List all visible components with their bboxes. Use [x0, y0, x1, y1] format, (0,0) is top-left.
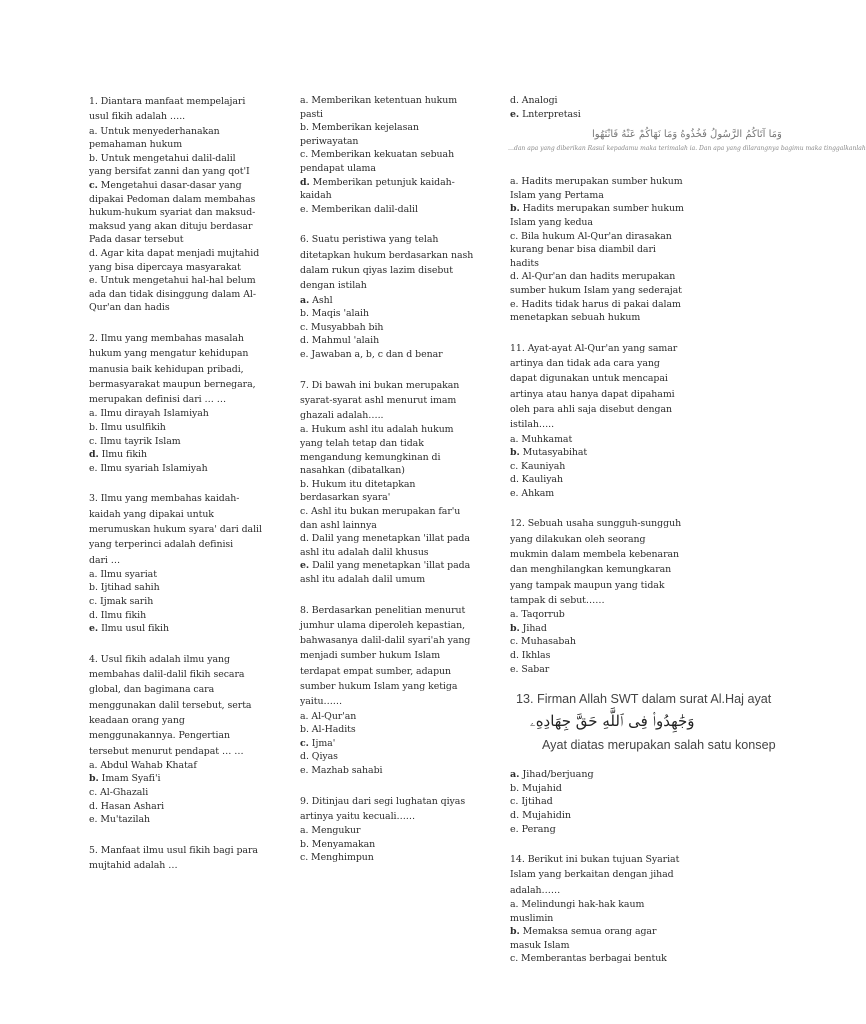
option-text: e. Memberikan dalil-dalil — [300, 203, 418, 215]
option-line — [89, 609, 265, 623]
question-block — [89, 491, 265, 635]
option-line — [510, 939, 686, 953]
answer-mark: e. — [510, 108, 520, 120]
option-text: d. Al-Qur'an dan hadits merupakan — [510, 271, 676, 283]
option-line — [89, 301, 265, 315]
option-line — [89, 759, 265, 773]
option-line — [89, 813, 265, 827]
option-text: kaidah — [300, 190, 332, 202]
option-text: sumber hukum Islam yang sederajat — [510, 284, 682, 296]
option-text: Pada dasar tersebut — [89, 234, 184, 246]
option-line — [89, 125, 265, 139]
option-text: d. Ilmu fikih — [89, 609, 147, 621]
question-text: dan menghilangkan kemungkaran — [510, 564, 672, 576]
option-text: berdasarkan syara' — [300, 492, 391, 504]
option-line — [300, 203, 476, 217]
option-line — [510, 898, 686, 912]
option-text: e. Jawaban a, b, c dan d benar — [300, 348, 443, 360]
option-text: Dalil yang menetapkan 'illat pada — [309, 560, 471, 572]
question-text: syarat-syarat ashl menurut imam — [300, 394, 457, 406]
option-text: b. Untuk mengetahui dalil-dalil — [89, 152, 236, 164]
question-text: merumuskan hukum syara' dari dalil — [89, 523, 262, 535]
question-text: bermasyarakat maupun bernegara, — [89, 378, 256, 390]
option-line — [300, 148, 476, 162]
option-line — [510, 635, 686, 649]
option-line — [300, 451, 476, 465]
question-text: membahas dalil-dalil fikih secara — [89, 669, 245, 681]
option-line — [300, 750, 476, 764]
question-text: yang dilakukan oleh seorang — [510, 533, 646, 545]
option-text: c. Memberikan kekuatan sebuah — [300, 149, 455, 161]
option-line — [300, 838, 476, 852]
option-text: Hadits merupakan sumber hukum — [519, 203, 684, 215]
option-text: d. Kauliyah — [510, 474, 563, 486]
option-text: c. Al-Ghazali — [89, 787, 149, 799]
option-text: Islam yang kedua — [510, 216, 593, 228]
option-text: e. Untuk mengetahui hal-hal belum — [89, 275, 256, 287]
question-12 — [510, 516, 686, 676]
option-text: Ashl — [309, 294, 333, 306]
option-line — [89, 800, 265, 814]
option-line — [510, 216, 686, 230]
q13-title: 13. Firman Allah SWT dalam surat Al.Haj ayat — [516, 692, 772, 707]
question-block — [300, 378, 476, 587]
option-text: b. Mujahid — [510, 782, 562, 794]
question-text: 2. Ilmu yang membahas masalah — [89, 332, 244, 344]
option-text: Jihad/berjuang — [519, 769, 594, 781]
question-11 — [510, 341, 686, 501]
option-text: dan ashl lainnya — [300, 519, 377, 531]
q10-arabic-verse: وَمَا آتَاكُمُ الرَّسُولُ فَخُذُوهُ وَمَا نَهَاكُمْ عَنْهُ فَانْتَهُوا — [592, 129, 782, 141]
question-text: yaitu…… — [300, 696, 343, 708]
option-text: ada dan tidak disinggung dalam Al- — [89, 288, 256, 300]
option-text: b. Maqis 'alaih — [300, 308, 369, 320]
option-line — [300, 334, 476, 348]
question-text: kaidah yang dipakai untuk — [89, 508, 214, 520]
option-text: Mengetahui dasar-dasar yang — [97, 179, 242, 191]
option-line — [300, 162, 476, 176]
option-text: a. Hadits merupakan sumber hukum — [510, 176, 683, 188]
option-text: Mutasyabihat — [519, 447, 588, 459]
question-text: dengan istilah — [300, 280, 367, 292]
answer-mark: b. — [510, 447, 520, 459]
option-text: muslimin — [510, 912, 554, 924]
question-10-image — [506, 129, 866, 169]
question-text: mujtahid adalah … — [89, 860, 178, 872]
option-line — [300, 94, 476, 108]
column-right — [508, 94, 866, 982]
question-text: global, dan bagimana cara — [89, 684, 215, 696]
option-line — [300, 491, 476, 505]
question-block — [300, 603, 476, 778]
option-text: Memberikan petunjuk kaidah- — [309, 176, 455, 188]
option-text: nasahkan (dibatalkan) — [300, 465, 405, 477]
option-text: b. Menyamakan — [300, 838, 376, 850]
option-line — [89, 421, 265, 435]
option-line — [89, 462, 265, 476]
answer-mark: b. — [89, 773, 99, 785]
question-text: 14. Berikut ini bukan tujuan Syariat — [510, 854, 680, 866]
option-line — [300, 437, 476, 451]
question-text: adalah…… — [510, 884, 561, 896]
option-text: Ijma' — [308, 737, 336, 749]
question-block — [89, 843, 265, 874]
option-text: c. Memberantas berbagai bentuk — [510, 953, 667, 965]
option-line — [510, 663, 686, 677]
question-text: usul fikih adalah ….. — [89, 111, 186, 123]
option-line — [510, 768, 686, 782]
option-text: a. Muhkamat — [510, 433, 573, 445]
question-text: tersebut menurut pendapat … … — [89, 745, 244, 757]
option-text: Memaksa semua orang agar — [519, 926, 657, 938]
option-line — [89, 407, 265, 421]
option-line — [510, 952, 686, 966]
option-line — [89, 274, 265, 288]
option-line — [300, 294, 476, 308]
answer-mark: c. — [89, 179, 98, 191]
option-text: e. Hadits tidak harus di pakai dalam — [510, 298, 681, 310]
option-text: Jihad — [519, 622, 547, 634]
question-text: 4. Usul fikih adalah ilmu yang — [89, 653, 230, 665]
option-line — [510, 809, 686, 823]
option-text: Ilmu usul fikih — [98, 623, 169, 635]
option-line — [510, 460, 686, 474]
option-text: masuk Islam — [510, 939, 570, 951]
option-text: a. Abdul Wahab Khataf — [89, 759, 197, 771]
option-text: maksud yang akan dituju berdasar — [89, 220, 253, 232]
question-text: hukum yang mengatur kehidupan — [89, 348, 249, 360]
question-text: manusia baik kehidupan pribadi, — [89, 363, 244, 375]
option-text: a. Al-Qur'an — [300, 710, 357, 722]
option-line — [510, 608, 686, 622]
option-text: yang telah tetap dan tidak — [300, 437, 424, 449]
question-14 — [510, 852, 686, 966]
question-block — [300, 94, 476, 216]
option-line — [510, 782, 686, 796]
question-text: bahwasanya dalil-dalil syari'ah yang — [300, 635, 471, 647]
option-text: e. Perang — [510, 823, 556, 835]
option-text: Islam yang Pertama — [510, 189, 604, 201]
option-text: c. Kauniyah — [510, 460, 566, 472]
question-text: menjadi sumber hukum Islam — [300, 650, 441, 662]
option-text: Ilmu fikih — [98, 449, 147, 461]
question-text: 5. Manfaat ilmu usul fikih bagi para — [89, 844, 258, 856]
question-text: oleh para ahli saja disebut dengan — [510, 403, 672, 415]
question-text: ghazali adalah….. — [300, 410, 384, 422]
option-text: a. Taqorrub — [510, 609, 565, 621]
option-text: e. Sabar — [510, 663, 550, 675]
option-line — [510, 257, 686, 271]
option-line — [300, 189, 476, 203]
option-line — [300, 307, 476, 321]
q10-transliteration: …dan apa yang diberikan Rasul kepadamu maka terimalah ia. Dan apa yang dilarangnya bagimu maka tinggalkanlah — [508, 145, 866, 153]
option-line — [89, 206, 265, 220]
question-text: 12. Sebuah usaha sungguh-sungguh — [510, 518, 682, 530]
option-line — [510, 298, 686, 312]
answer-mark: b. — [510, 926, 520, 938]
option-text: e. Ahkam — [510, 487, 555, 499]
option-text: a. Mengukur — [300, 825, 361, 837]
option-text: e. Mu'tazilah — [89, 814, 150, 826]
option-line — [510, 108, 686, 122]
question-text: terdapat empat sumber, adapun — [300, 665, 452, 677]
option-text: periwayatan — [300, 135, 359, 147]
option-text: ashl itu adalah dalil khusus — [300, 546, 429, 558]
option-line — [510, 649, 686, 663]
question-text: sumber hukum Islam yang ketiga — [300, 681, 458, 692]
option-text: d. Dalil yang menetapkan 'illat pada — [300, 533, 470, 545]
option-line — [300, 121, 476, 135]
option-line — [89, 288, 265, 302]
option-line — [300, 546, 476, 560]
option-text: a. Melindungi hak-hak kaum — [510, 899, 645, 911]
option-text: a. Memberikan ketentuan hukum — [300, 95, 458, 106]
option-line — [89, 247, 265, 261]
option-text: b. Al-Hadits — [300, 724, 356, 736]
option-line — [300, 519, 476, 533]
option-line — [89, 138, 265, 152]
option-text: d. Hasan Ashari — [89, 800, 165, 812]
option-line — [300, 723, 476, 737]
option-line — [89, 568, 265, 582]
question-text: mukmin dalam membela kebenaran — [510, 549, 680, 561]
option-text: c. Ashl itu bukan merupakan far'u — [300, 505, 461, 517]
option-line — [89, 448, 265, 462]
option-line — [510, 622, 686, 636]
option-line — [89, 435, 265, 449]
question-text: merupakan definisi dari … … — [89, 394, 227, 406]
option-text: b. Memberikan kejelasan — [300, 122, 419, 134]
q13-arabic-verse: وَجَٰهِدُوا۟ فِى ٱللَّهِ حَقَّ جِهَادِهِۦ — [530, 712, 695, 731]
option-line — [300, 573, 476, 587]
option-line — [89, 595, 265, 609]
option-line — [89, 772, 265, 786]
option-text: c. Ilmu tayrik Islam — [89, 435, 181, 447]
question-text: dalam rukun qiyas lazim disebut — [300, 264, 453, 276]
column-middle — [300, 94, 476, 881]
option-line — [510, 270, 686, 284]
question-text: 7. Di bawah ini bukan merupakan — [300, 379, 460, 391]
option-line — [510, 925, 686, 939]
option-line — [300, 710, 476, 724]
option-line — [510, 230, 686, 244]
answer-mark: b. — [510, 622, 520, 634]
option-text: hadits — [510, 257, 539, 269]
option-text: menetapkan sebuah hukum — [510, 312, 641, 324]
option-line — [510, 446, 686, 460]
option-text: a. Ilmu syariat — [89, 568, 157, 580]
answer-mark: e. — [300, 560, 310, 572]
question-block — [300, 232, 476, 361]
option-text: kurang benar bisa diambil dari — [510, 244, 656, 256]
option-line — [300, 176, 476, 190]
answer-mark: c. — [300, 737, 309, 749]
option-line — [510, 433, 686, 447]
option-text: Imam Syafi'i — [98, 773, 161, 785]
option-text: d. Mujahidin — [510, 810, 571, 821]
option-line — [300, 464, 476, 478]
option-line — [300, 505, 476, 519]
option-text: c. Menghimpun — [300, 852, 374, 864]
question-text: artinya atau hanya dapat dipahami — [510, 388, 675, 400]
question-text: 8. Berdasarkan penelitian menurut — [300, 604, 466, 616]
option-text: ashl itu adalah dalil umum — [300, 573, 426, 585]
option-text: d. Qiyas — [300, 751, 338, 763]
option-line — [300, 824, 476, 838]
option-text: Qur'an dan hadis — [89, 302, 170, 314]
option-text: b. Ilmu usulfikih — [89, 421, 166, 433]
answer-mark: d. — [300, 176, 310, 188]
option-text: dipakai Pedoman dalam membahas — [89, 193, 256, 205]
question-text: keadaan orang yang — [89, 715, 185, 726]
option-line — [510, 487, 686, 501]
option-line — [300, 532, 476, 546]
option-text: d. Analogi — [510, 95, 558, 106]
option-line — [89, 786, 265, 800]
question-text: dapat digunakan untuk mencapai — [510, 373, 668, 385]
option-line — [510, 284, 686, 298]
option-text: d. Ikhlas — [510, 650, 551, 662]
question-block — [89, 94, 265, 315]
option-line — [89, 581, 265, 595]
option-line — [89, 622, 265, 636]
question-text: yang terperinci adalah definisi — [89, 539, 234, 551]
question-text: 9. Ditinjau dari segi lughatan qiyas — [300, 795, 466, 807]
option-line — [510, 175, 686, 189]
option-line — [510, 473, 686, 487]
option-text: a. Hukum ashl itu adalah hukum — [300, 424, 454, 436]
option-line — [300, 348, 476, 362]
option-line — [300, 423, 476, 437]
option-line — [510, 189, 686, 203]
question-text: artinya yaitu kecuali…… — [300, 810, 416, 822]
option-text: c. Bila hukum Al-Qur'an dirasakan — [510, 230, 672, 242]
answer-mark: e. — [89, 623, 99, 635]
question-text: 3. Ilmu yang membahas kaidah- — [89, 493, 240, 505]
answer-mark: d. — [89, 449, 99, 461]
option-line — [300, 851, 476, 865]
answer-mark: a. — [300, 294, 310, 306]
option-text: pasti — [300, 108, 323, 120]
option-text: d. Mahmul 'alaih — [300, 335, 380, 347]
question-text: menggunakan dalil tersebut, serta — [89, 699, 252, 711]
option-text: c. Ijtihad — [510, 796, 553, 808]
option-text: c. Muhasabah — [510, 636, 576, 648]
option-text: b. Hukum itu ditetapkan — [300, 478, 416, 490]
option-line — [510, 823, 686, 837]
option-line — [89, 165, 265, 179]
answer-mark: b. — [510, 203, 520, 215]
option-line — [510, 912, 686, 926]
question-text: artinya dan tidak ada cara yang — [510, 358, 660, 370]
option-text: a. Untuk menyederhanakan — [89, 125, 220, 137]
option-line — [300, 478, 476, 492]
option-line — [300, 737, 476, 751]
question-13-image — [510, 692, 778, 768]
question-text: menggunakannya. Pengertian — [89, 730, 230, 742]
option-text: c. Ijmak sarih — [89, 596, 154, 608]
question-text: 11. Ayat-ayat Al-Qur'an yang samar — [510, 342, 678, 354]
option-text: mengandung kemungkinan di — [300, 451, 441, 463]
option-line — [300, 321, 476, 335]
column-left — [89, 94, 265, 889]
option-line — [300, 108, 476, 122]
question-text: istilah….. — [510, 419, 555, 431]
option-line — [89, 152, 265, 166]
option-text: e. Mazhab sahabi — [300, 764, 383, 776]
option-line — [89, 179, 265, 193]
option-text: d. Agar kita dapat menjadi mujtahid — [89, 247, 260, 259]
option-text: yang bisa dipercaya masyarakat — [89, 261, 241, 273]
question-block — [300, 794, 476, 865]
option-line — [510, 94, 686, 108]
option-line — [510, 795, 686, 809]
option-line — [300, 559, 476, 573]
question-text: 6. Suatu peristiwa yang telah — [300, 234, 439, 246]
option-line — [510, 311, 686, 325]
question-text: ditetapkan hukum berdasarkan nash — [300, 249, 474, 261]
option-text: Lnterpretasi — [519, 108, 581, 120]
option-line — [89, 261, 265, 275]
option-line — [300, 764, 476, 778]
option-text: c. Musyabbah bih — [300, 321, 384, 333]
question-9-continued-options — [510, 94, 686, 121]
option-text: hukum-hukum syariat dan maksud- — [89, 207, 256, 219]
option-line — [510, 202, 686, 216]
option-text: pemahaman hukum — [89, 139, 183, 151]
answer-mark: a. — [510, 769, 520, 781]
question-text: dari … — [89, 554, 121, 566]
option-line — [300, 135, 476, 149]
option-text: e. Ilmu syariah Islamiyah — [89, 462, 208, 474]
question-text: jumhur ulama diperoleh kepastian, — [300, 619, 466, 631]
option-text: b. Ijtihad sahih — [89, 582, 160, 594]
question-13-options — [510, 768, 686, 836]
question-text: yang tampak maupun yang tidak — [510, 579, 665, 591]
question-10-options — [510, 175, 686, 325]
option-line — [89, 193, 265, 207]
option-line — [89, 220, 265, 234]
question-text: tampak di sebut…… — [510, 594, 605, 606]
option-text: pendapat ulama — [300, 162, 376, 174]
q13-question: Ayat diatas merupakan salah satu konsep — [542, 738, 776, 753]
option-line — [89, 233, 265, 247]
option-line — [510, 243, 686, 257]
option-text: yang bersifat zanni dan yang qot'I — [89, 166, 250, 178]
question-text: 1. Diantara manfaat mempelajari — [89, 96, 246, 107]
question-block — [89, 331, 265, 475]
question-block — [89, 652, 265, 827]
question-text: Islam yang berkaitan dengan jihad — [510, 869, 674, 881]
option-text: a. Ilmu dirayah Islamiyah — [89, 408, 209, 420]
